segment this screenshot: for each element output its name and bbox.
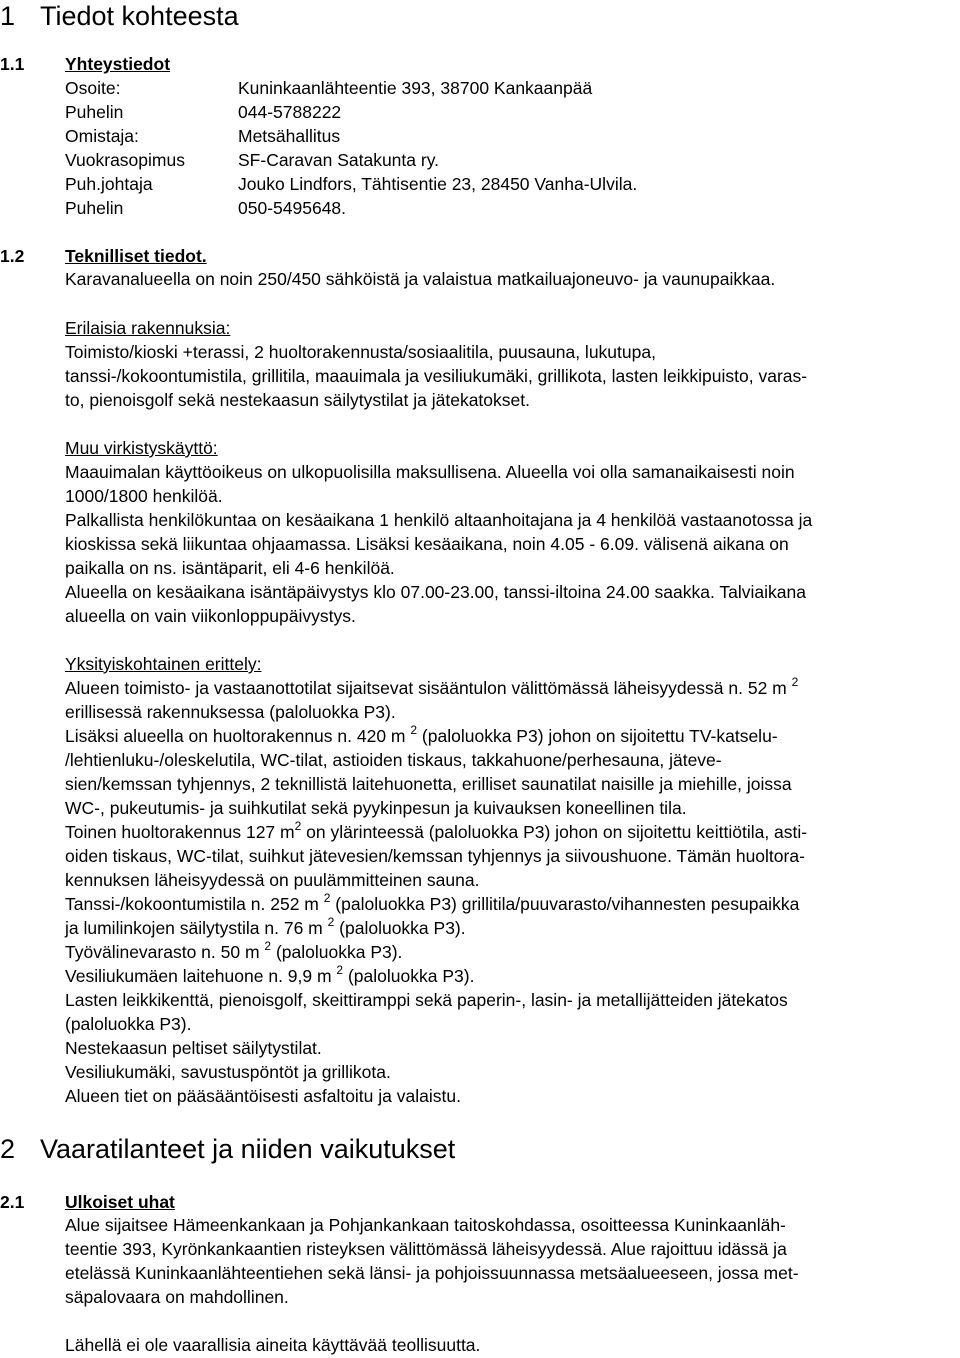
line-text: Alueen toimisto- ja vastaanottotilat sijaitsevat sisääntulon välittömässä läheisyydessä n. 52 m: [65, 678, 792, 698]
line-text: ja lumilinkojen säilytystila n. 76 m: [65, 918, 328, 938]
section-number: 1: [0, 1, 16, 31]
contact-value: 044-5788222: [238, 102, 342, 122]
line-text: (paloluokka P3).: [65, 1014, 192, 1034]
superscript: 2: [294, 819, 302, 833]
line-text: (paloluokka P3).: [334, 918, 466, 938]
recreation-section: [65, 436, 960, 628]
paragraph-line: alueella on vain viikonloppupäivystys.: [65, 606, 356, 626]
details-heading: Yksityiskohtainen erittely:: [65, 654, 262, 674]
section-title: Tiedot kohteesta: [40, 1, 239, 31]
superscript: 2: [327, 915, 335, 929]
buildings-heading: Erilaisia rakennuksia:: [65, 318, 231, 338]
subsection-title: Ulkoiset uhat: [65, 1192, 175, 1212]
paragraph-line: [65, 676, 960, 700]
line-text: WC-, pukeutumis- ja suihkutilat sekä pyykinpesun ja kuivauksen koneellinen tila.: [65, 798, 687, 818]
section-title: Vaaratilanteet ja niiden vaikutukset: [40, 1134, 456, 1164]
line-text: Lasten leikkikenttä, pienoisgolf, skeittiramppi sekä paperin-, lasin- ja metallijätteiden jätekatos: [65, 990, 788, 1010]
superscript: 2: [791, 675, 799, 689]
subsection-title: Yhteystiedot: [65, 54, 171, 74]
paragraph-line: [65, 844, 960, 868]
industry-note: [65, 1333, 960, 1357]
line-text: Tanssi-/kokoontumistila n. 252 m: [65, 894, 324, 914]
contact-value: SF-Caravan Satakunta ry.: [238, 150, 440, 170]
contact-value: Kuninkaanlähteentie 393, 38700 Kankaanpää: [238, 78, 593, 98]
details-section: [65, 652, 960, 1108]
line-text: erillisessä rakennuksessa (paloluokka P3).: [65, 702, 396, 722]
line-text: Vesiliukumäen laitehuone n. 9,9 m: [65, 966, 337, 986]
line-text: (paloluokka P3).: [343, 966, 475, 986]
paragraph-line: Alueella on kesäaikana isäntäpäivystys klo 07.00-23.00, tanssi-iltoina 24.00 saakka. Talviaikana: [65, 582, 806, 602]
paragraph-line: [65, 796, 960, 820]
paragraph-line: kioskissa sekä liikuntaa ohjaamassa. Lisäksi kesäaikana, noin 4.05 - 6.09. välisenä aikana on: [65, 534, 789, 554]
line-text: Työvälinevarasto n. 50 m: [65, 942, 265, 962]
subsection-1-1-heading: [0, 52, 170, 76]
paragraph-line: [65, 1060, 960, 1084]
contact-label: Omistaja:: [65, 126, 139, 146]
paragraph-line: [65, 748, 960, 772]
line-text: oiden tiskaus, WC-tilat, suihkut jätevesien/kemssan tyhjennys ja siivoushuone. Tämän huoltora-: [65, 846, 805, 866]
paragraph-line: 1000/1800 henkilöä.: [65, 486, 223, 506]
line-text: /lehtienluku-/oleskelutila, WC-tilat, astioiden tiskaus, takkahuone/perhesauna, jäteve-: [65, 750, 722, 770]
section-2-heading: [0, 1133, 455, 1165]
recreation-heading: Muu virkistyskäyttö:: [65, 438, 218, 458]
paragraph-line: [65, 1036, 960, 1060]
superscript: 2: [336, 963, 344, 977]
superscript: 2: [264, 939, 272, 953]
paragraph-line: [65, 700, 960, 724]
contact-value: Metsähallitus: [238, 126, 341, 146]
contact-label: Puh.johtaja: [65, 174, 153, 194]
line-text: Vesiliukumäki, savustuspöntöt ja grillikota.: [65, 1062, 391, 1082]
paragraph-line: [65, 1084, 960, 1108]
paragraph-line: paikalla on ns. isäntäparit, eli 4-6 henkilöä.: [65, 558, 395, 578]
line-text: (paloluokka P3).: [271, 942, 403, 962]
paragraph-line: to, pienoisgolf sekä nestekaasun säilytystilat ja jätekatokset.: [65, 390, 530, 410]
details-lines: [65, 676, 960, 1108]
subsection-1-2-heading: [0, 244, 207, 268]
paragraph-line: säpalovaara on mahdollinen.: [65, 1287, 289, 1307]
contact-label: Vuokrasopimus: [65, 150, 185, 170]
line-text: Alueen tiet on pääsääntöisesti asfaltoitu ja valaistu.: [65, 1086, 461, 1106]
paragraph-line: [65, 1012, 960, 1036]
paragraph-line: Lähellä ei ole vaarallisia aineita käyttävää teollisuutta.: [65, 1335, 481, 1355]
contact-label: Osoite:: [65, 78, 121, 98]
section-number: 2: [0, 1134, 16, 1164]
subsection-number: 2.1: [0, 1192, 25, 1212]
line-text: on ylärinteessä (paloluokka P3) johon on sijoitettu keittiötila, asti-: [301, 822, 808, 842]
paragraph-line: [65, 772, 960, 796]
contact-value: 050-5495648.: [238, 198, 347, 218]
paragraph-line: [65, 988, 960, 1012]
paragraph-line: Karavanalueella on noin 250/450 sähköistä ja valaistua matkailuajoneuvo- ja vaunupaikkaa.: [65, 269, 776, 289]
paragraph-line: [65, 892, 960, 916]
line-text: sien/kemssan tyhjennys, 2 teknillistä laitehuonetta, erilliset saunatilat naisille ja miehille, joissa: [65, 774, 792, 794]
subsection-number: 1.2: [0, 246, 25, 266]
paragraph-line: [65, 916, 960, 940]
line-text: (paloluokka P3) johon on sijoitettu TV-katselu-: [417, 726, 778, 746]
superscript: 2: [323, 891, 331, 905]
threats-paragraph: [65, 1213, 960, 1309]
line-text: kennuksen läheisyydessä on puulämmitteinen sauna.: [65, 870, 480, 890]
paragraph-line: Alue sijaitsee Hämeenkankaan ja Pohjankankaan taitoskohdassa, osoitteessa Kuninkaanläh-: [65, 1215, 786, 1235]
contact-label: Puhelin: [65, 198, 124, 218]
line-text: (paloluokka P3) grillitila/puuvarasto/vihannesten pesupaikka: [330, 894, 800, 914]
line-text: Toinen huoltorakennus 127 m: [65, 822, 295, 842]
paragraph-line: Maauimalan käyttöoikeus on ulkopuolisilla maksullisena. Alueella voi olla samanaikaisesti noin: [65, 462, 795, 482]
line-text: Lisäksi alueella on huoltorakennus n. 420 m: [65, 726, 411, 746]
section-1-heading: [0, 0, 239, 32]
paragraph-line: Toimisto/kioski +terassi, 2 huoltorakennusta/sosiaalitila, puusauna, lukutupa,: [65, 342, 656, 362]
paragraph-line: Palkallista henkilökuntaa on kesäaikana 1 henkilö altaanhoitajana ja 4 henkilöä vastaanotossa ja: [65, 510, 813, 530]
paragraph-line: [65, 868, 960, 892]
subsection-title: Teknilliset tiedot.: [65, 246, 207, 266]
paragraph-line: tanssi-/kokoontumistila, grillitila, maauimala ja vesiliukumäki, grillikota, lasten leikkipuisto, varas-: [65, 366, 808, 386]
paragraph-line: [65, 820, 960, 844]
paragraph-line: etelässä Kuninkaanlähteentiehen sekä länsi- ja pohjoissuunnassa metsäalueeseen, jossa met-: [65, 1263, 799, 1283]
subsection-2-1-heading: [0, 1190, 175, 1214]
contact-label: Puhelin: [65, 102, 124, 122]
paragraph-line: [65, 940, 960, 964]
paragraph-line: teentie 393, Kyrönkankaantien risteyksen välittömässä läheisyydessä. Alue rajoittuu idässä ja: [65, 1239, 787, 1259]
paragraph-line: [65, 964, 960, 988]
line-text: Nestekaasun peltiset säilytystilat.: [65, 1038, 322, 1058]
subsection-number: 1.1: [0, 54, 25, 74]
contact-value: Jouko Lindfors, Tähtisentie 23, 28450 Vanha-Ulvila.: [238, 174, 638, 194]
intro-paragraph: [65, 267, 960, 291]
superscript: 2: [410, 723, 418, 737]
paragraph-line: [65, 724, 960, 748]
buildings-section: [65, 316, 960, 412]
